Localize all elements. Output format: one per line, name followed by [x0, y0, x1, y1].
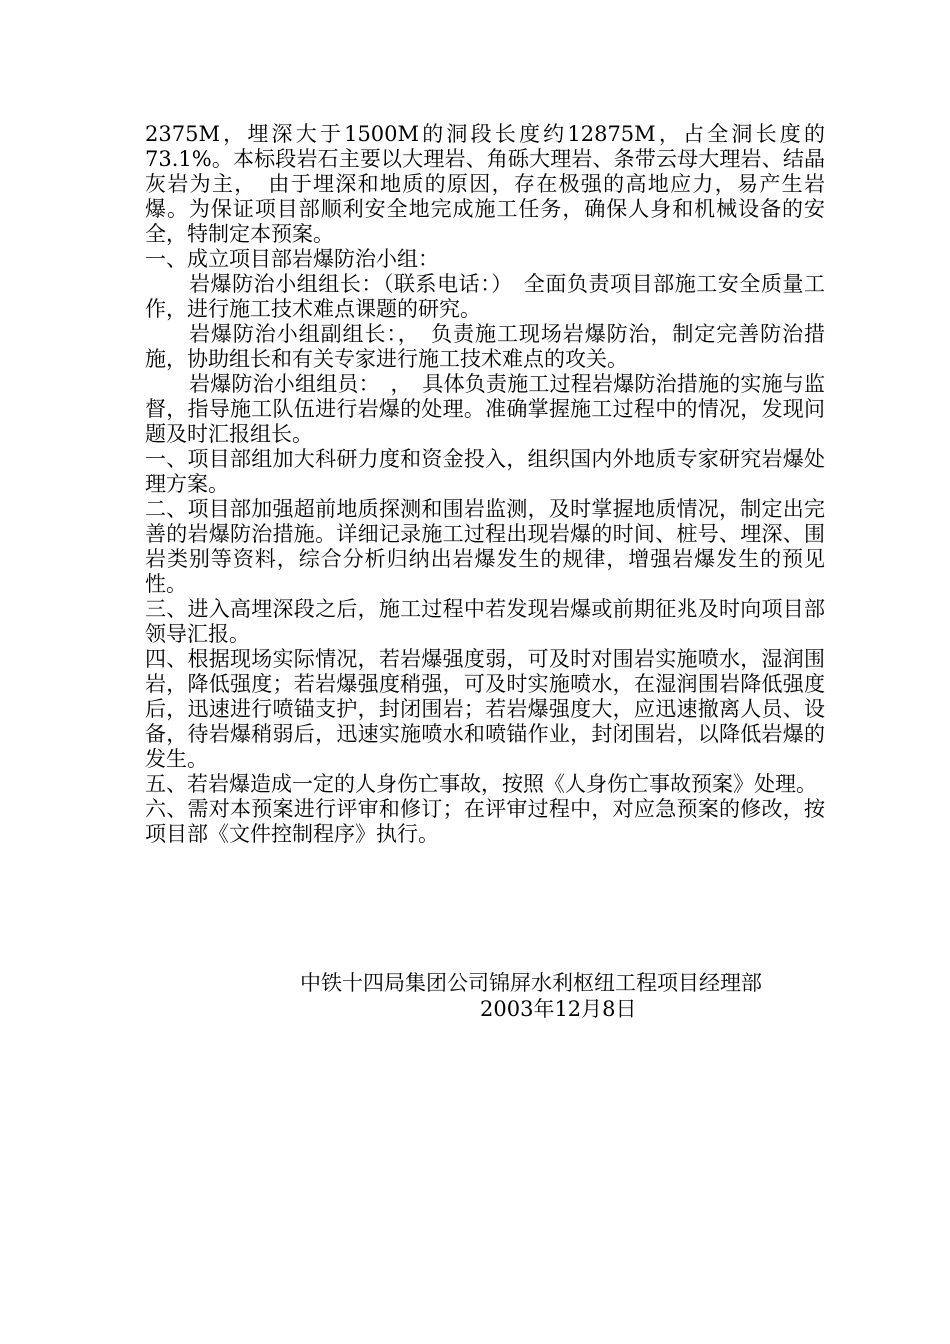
measure-paragraph-1: 一、项目部组加大科研力度和资金投入，组织国内外地质专家研究岩爆处理方案。 [145, 447, 825, 496]
measure-paragraph-2: 二、项目部加强超前地质探测和围岩监测，及时掌握地质情况，制定出完善的岩爆防治措施。详细记录施工过程出现岩爆的时间、桩号、埋深、围岩类别等资料，综合分析归纳出岩爆发生的规律，增强岩爆发生的预见性。 [145, 497, 825, 596]
document-body [145, 122, 825, 847]
team-deputy-paragraph: 岩爆防治小组副组长：， 负责施工现场岩爆防治，制定完善防治措施，协助组长和有关专家进行施工技术难点的攻关。 [145, 322, 825, 371]
measure-paragraph-6: 六、需对本预案进行评审和修订；在评审过程中，对应急预案的修改，按项目部《文件控制程序》执行。 [145, 797, 825, 846]
signature-organization: 中铁十四局集团公司锦屏水利枢纽工程项目经理部 [300, 971, 762, 995]
intro-paragraph: 2375M，埋深大于1500M的洞段长度约12875M，占全洞长度的73.1%。本标段岩石主要以大理岩、角砾大理岩、条带云母大理岩、结晶灰岩为主， 由于埋深和地质的原因，存在极强的高地应力，易产生岩爆。为保证项目部顺利安全地完成施工任务，确保人身和机械设备的安全，特制定本预案。 [145, 122, 825, 246]
signature-date: 2003年12月8日 [480, 997, 637, 1021]
measure-paragraph-5: 五、若岩爆造成一定的人身伤亡事故，按照《人身伤亡事故预案》处理。 [145, 772, 817, 796]
team-leader-paragraph: 岩爆防治小组组长：（联系电话：） 全面负责项目部施工安全质量工作，进行施工技术难点课题的研究。 [145, 272, 825, 321]
section-heading-team: 一、成立项目部岩爆防治小组： [145, 247, 439, 271]
measure-paragraph-3: 三、进入高埋深段之后，施工过程中若发现岩爆或前期征兆及时向项目部领导汇报。 [145, 597, 825, 646]
team-member-paragraph: 岩爆防治小组组员： ， 具体负责施工过程岩爆防治措施的实施与监督，指导施工队伍进行岩爆的处理。准确掌握施工过程中的情况，发现问题及时汇报组长。 [145, 372, 825, 446]
measure-paragraph-4: 四、根据现场实际情况，若岩爆强度弱，可及时对围岩实施喷水，湿润围岩，降低强度；若岩爆强度稍强，可及时实施喷水，在湿润围岩降低强度后，迅速进行喷锚支护，封闭围岩；若岩爆强度大，应迅速撤离人员、设备，待岩爆稍弱后，迅速实施喷水和喷锚作业，封闭围岩，以降低岩爆的发生。 [145, 647, 825, 771]
signature-block [300, 970, 820, 1022]
